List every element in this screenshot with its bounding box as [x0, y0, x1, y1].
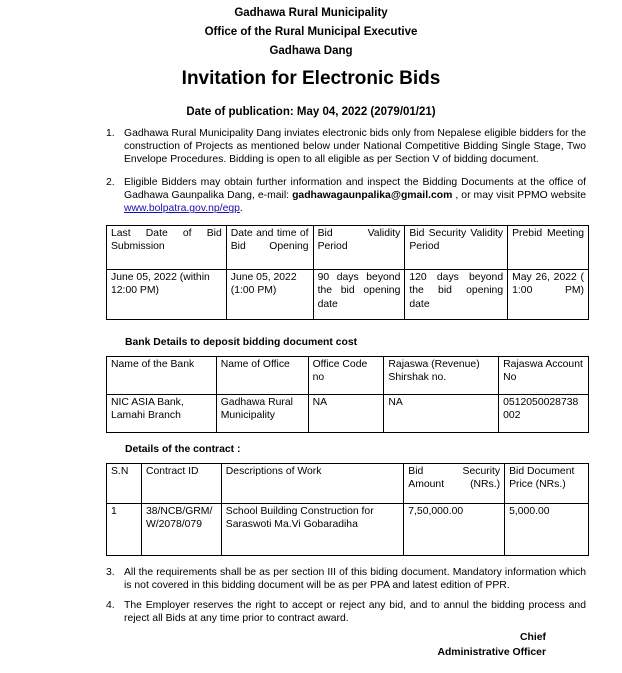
- item-text: [124, 176, 586, 216]
- table-cell: NA: [384, 395, 499, 433]
- table-header-cell: Prebid Meeting: [508, 226, 589, 270]
- signature-block: [400, 630, 546, 660]
- item-number: 2.: [106, 177, 115, 188]
- table-cell: NIC ASIA Bank, Lamahi Branch: [107, 395, 217, 433]
- item-text-end: .: [239, 203, 243, 215]
- publication-date: Date of publication: May 04, 2022 (2079/01/21): [186, 106, 436, 118]
- table-cell: 90 days beyond the bid opening date: [313, 270, 405, 320]
- header-location: Gadhawa Dang: [269, 45, 353, 57]
- contract-details-heading: Details of the contract :: [125, 444, 241, 455]
- table-cell: 7,50,000.00: [404, 504, 505, 556]
- header-municipality: Gadhawa Rural Municipality: [234, 7, 388, 19]
- table-cell: 1: [107, 504, 142, 556]
- table-header-cell: Bid Document Price (NRs.): [505, 464, 589, 504]
- contract-details-table: [106, 463, 589, 556]
- ppmo-website-link[interactable]: www.bolpatra.gov.np/egp: [124, 203, 240, 215]
- table-header-row: [107, 464, 589, 504]
- item-text: All the requirements shall be as per section III of this biding document. Mandatory information which is not covered in this bidding document will be as per PPA and latest edition of PPR.: [124, 567, 586, 592]
- header-office: Office of the Rural Municipal Executive: [204, 26, 418, 38]
- signature-title-line1: Chief: [520, 632, 546, 643]
- table-header-cell: Office Code no: [308, 357, 384, 395]
- bank-details-heading: Bank Details to deposit bidding document cost: [125, 337, 358, 348]
- table-header-cell: Rajaswa (Revenue) Shirshak no.: [384, 357, 499, 395]
- table-cell: Gadhawa Rural Municipality: [216, 395, 308, 433]
- item-text-start: Eligible Bidders may obtain further information and inspect the Bidding Documents at the office of Gadhawa Gaunpalika Dang, e-mail:: [124, 177, 586, 202]
- table-cell: 38/NCB/GRM/W/2078/079: [141, 504, 221, 556]
- table-header-cell: Bid Security Validity Period: [405, 226, 508, 270]
- table-header-row: [107, 357, 589, 395]
- item-text: Gadhawa Rural Municipality Dang inviates electronic bids only from Nepalese eligible bidders for the construction of Projects as mentioned below under National Competitive Bidding Single Stage, Two Envelope Procedures. Bidding is open to all eligible as per Section V of bidding document.: [124, 128, 586, 166]
- table-header-cell: Contract ID: [141, 464, 221, 504]
- table-header-cell: Bid Validity Period: [313, 226, 405, 270]
- table-cell: NA: [308, 395, 384, 433]
- page-title: Invitation for Electronic Bids: [181, 68, 441, 89]
- item-number: 3.: [106, 567, 115, 578]
- table-row: [107, 270, 589, 320]
- table-cell: 5,000.00: [505, 504, 589, 556]
- item-text: The Employer reserves the right to accept or reject any bid, and to annul the bidding process and reject all Bids at any time prior to contract award.: [124, 600, 586, 625]
- table-header-cell: S.N: [107, 464, 142, 504]
- item-number: 1.: [106, 128, 115, 139]
- item-text-mid: , or may visit PPMO website: [452, 190, 586, 202]
- table-header-cell: Last Date of Bid Submission: [107, 226, 227, 270]
- item-number: 4.: [106, 600, 115, 611]
- table-cell: 0512050028738002: [499, 395, 589, 433]
- signature-title-line2: Administrative Officer: [437, 647, 546, 658]
- table-header-cell: Descriptions of Work: [221, 464, 403, 504]
- table-row: [107, 504, 589, 556]
- table-header-row: [107, 226, 589, 270]
- table-header-cell: Bid Security Amount (NRs.): [404, 464, 505, 504]
- table-cell: 120 days beyond the bid opening date: [405, 270, 508, 320]
- table-cell: June 05, 2022 (1:00 PM): [226, 270, 313, 320]
- table-header-cell: Name of the Bank: [107, 357, 217, 395]
- email-address: gadhawagaunpalika@gmail.com: [292, 190, 453, 202]
- table-header-cell: Rajaswa Account No: [499, 357, 589, 395]
- schedule-table: [106, 225, 589, 320]
- table-cell: May 26, 2022 ( 1:00 PM): [508, 270, 589, 320]
- table-row: [107, 395, 589, 433]
- table-cell: School Building Construction for Saraswoti Ma.Vi Gobaradiha: [221, 504, 403, 556]
- table-cell: June 05, 2022 (within 12:00 PM): [107, 270, 227, 320]
- table-header-cell: Date and time of Bid Opening: [226, 226, 313, 270]
- bank-details-table: [106, 356, 589, 433]
- table-header-cell: Name of Office: [216, 357, 308, 395]
